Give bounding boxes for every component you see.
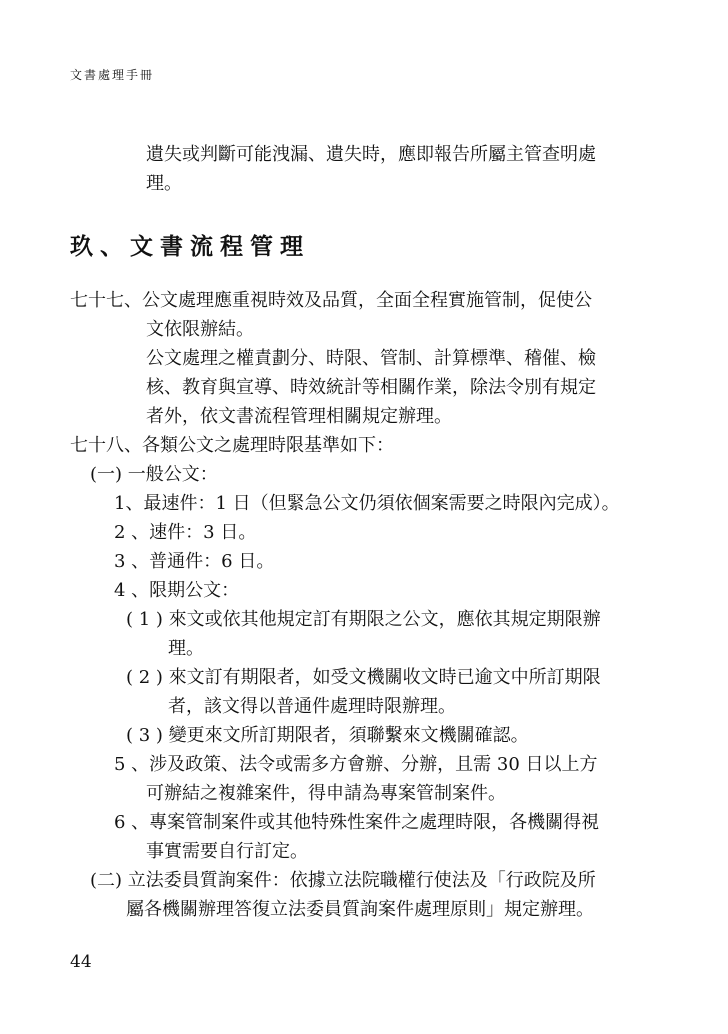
sub-list-item: ( 3 ) 變更來文所訂期限者，須聯繫來文機關確認。	[126, 725, 529, 746]
body-line: 核、教育與宣導、時效統計等相關作業，除法令別有規定	[146, 377, 596, 398]
body-line: 者外，依文書流程管理相關規定辦理。	[146, 406, 452, 427]
list-item: 3 、普通件：6 日。	[114, 551, 275, 572]
body-line: 公文處理之權責劃分、時限、管制、計算標準、稽催、檢	[146, 348, 596, 369]
article-78-line: 七十八、各類公文之處理時限基準如下：	[70, 435, 394, 456]
sub-list-item: ( 1 ) 來文或依其他規定訂有期限之公文，應依其規定期限辦	[126, 609, 601, 630]
body-line: 遺失或判斷可能洩漏、遺失時，應即報告所屬主管查明處	[146, 144, 596, 165]
subsection-line: (二) 立法委員質詢案件：依據立法院職權行使法及「行政院及所	[90, 870, 596, 891]
page-number: 44	[70, 952, 92, 972]
subsection-line: (一) 一般公文：	[90, 464, 218, 485]
body-line: 理。	[146, 173, 182, 194]
body-line: 文依限辦結。	[146, 319, 254, 340]
list-item: 2 、速件：3 日。	[114, 522, 257, 543]
list-item: 6 、專案管制案件或其他特殊性案件之處理時限，各機關得視	[114, 812, 600, 833]
body-line: 者，該文得以普通件處理時限辦理。	[168, 696, 456, 717]
article-77-line: 七十七、公文處理應重視時效及品質，全面全程實施管制，促使公	[70, 290, 592, 311]
list-item: 1、最速件：1 日（但緊急公文仍須依個案需要之時限內完成）。	[114, 493, 620, 514]
section-heading: 玖、文書流程管理	[70, 233, 310, 260]
sub-list-item: ( 2 ) 來文訂有期限者，如受文機關收文時已逾文中所訂期限	[126, 667, 601, 688]
list-item: 5 、涉及政策、法令或需多方會辦、分辦，且需 30 日以上方	[114, 754, 598, 775]
body-line: 事實需要自行訂定。	[146, 841, 308, 862]
list-item: 4 、限期公文：	[114, 580, 240, 601]
body-line: 理。	[168, 638, 204, 659]
body-line: 可辦結之複雜案件，得申請為專案管制案件。	[146, 783, 506, 804]
body-line: 屬各機關辦理答復立法委員質詢案件處理原則」規定辦理。	[126, 899, 594, 920]
running-header: 文書處理手冊	[70, 68, 155, 82]
